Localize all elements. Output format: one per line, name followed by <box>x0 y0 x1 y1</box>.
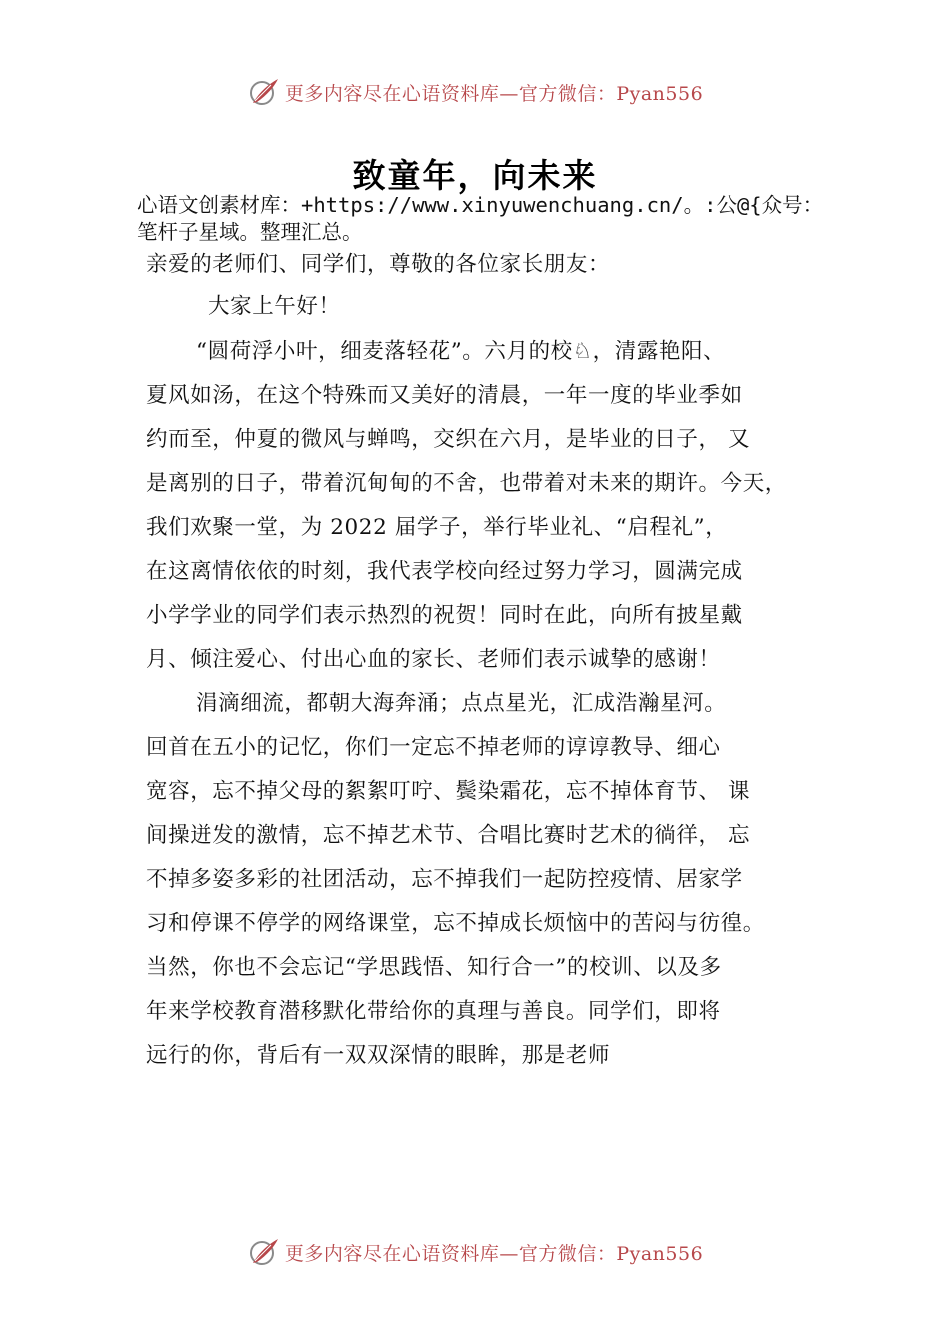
body-line: 是离别的日子，带着沉甸甸的不舍，也带着对未来的期许。今天， <box>146 471 787 496</box>
source-note: 心语文创素材库：+https://www.xinyuwenchuang.cn/。:公@{众号：笔杆子星域。整理汇总。 <box>137 193 824 244</box>
watermark-text: 更多内容尽在心语资料库—官方微信：Pyan556 <box>284 1242 704 1265</box>
body-line: 约而至，仲夏的微风与蝉鸣，交织在六月，是毕业的日子， 又 <box>146 427 751 452</box>
body-line: 涓滴细流，都朝大海奔涌；点点星光，汇成浩瀚星河。 <box>196 691 727 716</box>
salutation-line: 大家上午好！ <box>208 294 341 319</box>
quill-logo-icon <box>247 1235 281 1269</box>
document-title: 致童年，向未来 <box>352 156 598 195</box>
body-line: 小学学业的同学们表示热烈的祝贺！同时在此，向所有披星戴 <box>146 603 743 628</box>
body-line: 不掉多姿多彩的社团活动，忘不掉我们一起防控疫情、居家学 <box>146 867 743 892</box>
body-line: 月、倾注爱心、付出心血的家长、老师们表示诚挚的感谢！ <box>146 647 721 672</box>
watermark-banner-bottom <box>0 1232 950 1272</box>
body-line: 宽容，忘不掉父母的絮絮叮咛、鬓染霜花，忘不掉体育节、 课 <box>146 779 751 804</box>
body-line: 远行的你，背后有一双双深情的眼眸，那是老师 <box>146 1043 611 1068</box>
body-line: “圆荷浮小叶，细麦落轻花”。六月的校♘，清露艳阳、 <box>196 339 726 364</box>
body-line: 夏风如汤，在这个特殊而又美好的清晨，一年一度的毕业季如 <box>146 383 743 408</box>
watermark-banner-top <box>0 72 950 112</box>
body-line: 习和停课不停学的网络课堂，忘不掉成长烦恼中的苦闷与彷徨。 <box>146 911 765 936</box>
body-line: 我们欢聚一堂，为 2022 届学子，举行毕业礼、“启程礼”， <box>146 515 728 540</box>
watermark-text: 更多内容尽在心语资料库—官方微信：Pyan556 <box>284 82 704 105</box>
body-line: 当然，你也不会忘记“学思践悟、知行合一”的校训、以及多 <box>146 955 722 980</box>
body-line: 在这离情依依的时刻，我代表学校向经过努力学习，圆满完成 <box>146 559 743 584</box>
body-line: 回首在五小的记忆，你们一定忘不掉老师的谆谆教导、细心 <box>146 735 721 760</box>
greeting-line: 亲爱的老师们、同学们，尊敬的各位家长朋友： <box>146 252 611 277</box>
body-line: 年来学校教育潜移默化带给你的真理与善良。同学们，即将 <box>146 999 721 1024</box>
quill-logo-icon <box>247 75 281 109</box>
body-line: 间操迸发的激情，忘不掉艺术节、合唱比赛时艺术的徜徉， 忘 <box>146 823 751 848</box>
